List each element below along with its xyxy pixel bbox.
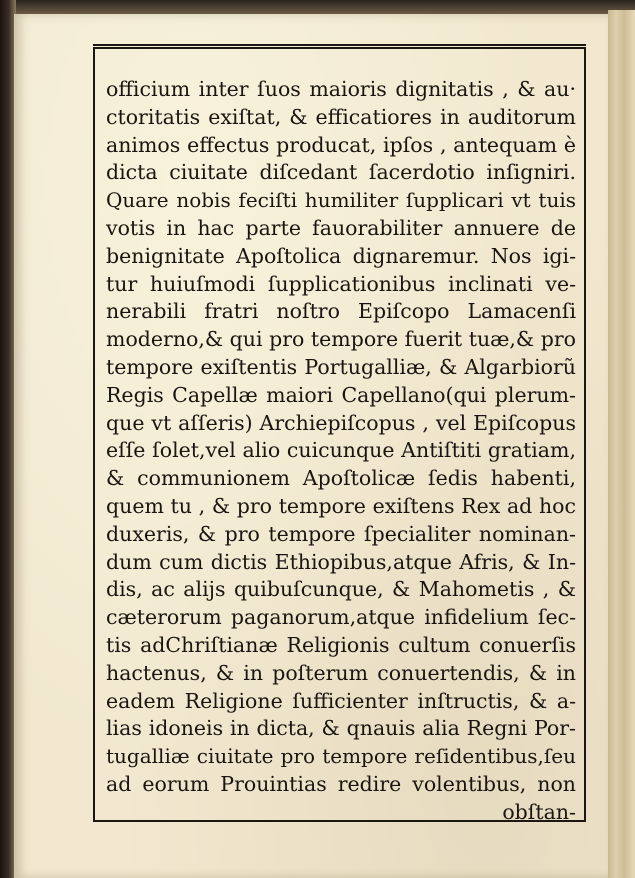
text-line-25: tugalliæ ciuitate pro tempore reſidentibus,ſeu <box>106 744 576 769</box>
text-line-26: ad eorum Prouintias redire volentibus, non <box>106 771 576 796</box>
text-line-3: animos effectus producat, ipſos , antequam è <box>106 132 576 157</box>
text-line-12: Regis Capellæ maiori Capellano(qui plerum- <box>106 382 576 407</box>
text-line-15: & communionem Apoſtolicæ ſedis habenti, <box>106 466 576 491</box>
page-text <box>106 76 576 827</box>
text-line-2: ctoritatis exiſtat, & efficatiores in auditorum <box>106 104 576 129</box>
text-line-9: nerabili fratri noſtro Epiſcopo Lamacenſi <box>106 299 576 324</box>
text-line-13: que vt aſſeris) Archiepiſcopus , vel Epiſcopus <box>106 410 576 435</box>
text-line-8: tur huiuſmodi ſupplicationibus inclinati ve- <box>106 271 576 296</box>
text-line-19: dis, ac alijs quibuſcunque, & Mahometis , & <box>106 577 576 602</box>
book-top-edge <box>14 0 635 14</box>
text-line-14: eſſe ſolet,vel alio cuicunque Antiſtiti gratiam, <box>106 438 576 463</box>
text-line-11: tempore exiſtentis Portugalliæ, & Algarbiorũ <box>106 354 576 379</box>
frame-double-rule <box>93 44 586 46</box>
text-line-22: hactenus, & in poſterum conuertendis, & in <box>106 660 576 685</box>
text-line-10: moderno,& qui pro tempore fuerit tuæ,& pro <box>106 327 576 352</box>
text-line-16: quem tu , & pro tempore exiſtens Rex ad hoc <box>106 493 576 518</box>
text-line-1: officium inter ſuos maioris dignitatis , & au· <box>106 77 576 101</box>
catchword: obſtan- <box>502 799 576 824</box>
text-line-17: duxeris, & pro tempore ſpecialiter nominan- <box>106 521 576 546</box>
text-line-23: eadem Religione ſufficienter inſtructis, & a- <box>106 688 576 713</box>
text-line-4: dicta ciuitate diſcedant ſacerdotio inſigniri. <box>106 160 576 185</box>
text-line-5: Quare nobis feciſti humiliter ſupplicari vt tuis <box>106 188 576 213</box>
page-fore-edge <box>608 10 635 878</box>
text-line-18: dum cum dictis Ethiopibus,atque Afris, & In- <box>106 549 576 574</box>
text-line-24: lias idoneis in dicta, & qnauis alia Regni Por- <box>106 716 576 741</box>
text-line-7: benignitate Apoſtolica dignaremur. Nos igi- <box>106 243 576 268</box>
text-line-21: tis adChriſtianæ Religionis cultum conuerſis <box>106 632 576 657</box>
text-line-6: votis in hac parte fauorabiliter annuere de <box>106 215 576 240</box>
text-line-20: cæterorum paganorum,atque infidelium ſec- <box>106 605 576 630</box>
